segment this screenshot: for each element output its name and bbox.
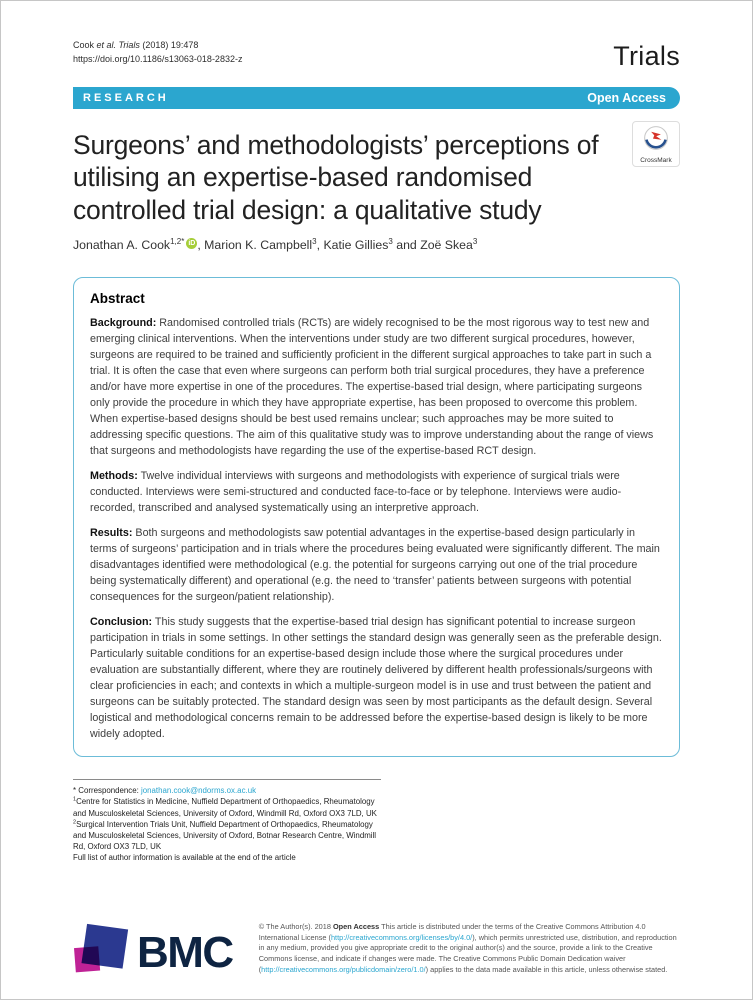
author-3-superscript: 3 <box>388 236 393 246</box>
doi-link[interactable]: https://doi.org/10.1186/s13063-018-2832-z <box>73 53 243 64</box>
correspondence-email-link[interactable]: jonathan.cook@ndorms.ox.ac.uk <box>141 786 257 796</box>
abstract-section-methods <box>90 468 663 516</box>
abstract-section-conclusion <box>90 614 663 742</box>
footnotes <box>73 779 381 862</box>
abstract-heading: Abstract <box>90 290 145 306</box>
affiliation-2: $^2$Surgical Intervention Trials Unit, Nuffield Department of Orthopaedics, Rheumatology and Musculoskeletal Sciences, University of Oxford, Botnar Research Centre, Windmill Rd, Oxford OX3 7LD, UK <box>73 818 377 851</box>
correspondence: * Correspondence: jonathan.cook@ndorms.ox.ac.uk <box>73 786 257 796</box>
open-access-bold: Open Access <box>332 922 380 931</box>
author-1-superscript: 1,2* <box>170 236 185 246</box>
bmc-logo <box>74 922 233 983</box>
citation-line: Cook et al. Trials (2018) 19:478 <box>73 40 199 50</box>
bmc-logo-icon <box>74 922 130 983</box>
section-text: Randomised controlled trials (RCTs) are widely recognised to be the most rigorous way to test new and emerging clinical interventions. When the interventions under study are two different surgical procedures, however, surgeons are required to be trained and sufficiently proficient in the different surgical approaches to take part in such a trial. It is often the case that even where surgeons can perform both trial surgical procedures, they have a preference and/or have more expertise in one of the procedures. The expertise-based trial design, where participating surgeons only provide the procedure in which they have appropriate expertise, has been proposed to overcome this problem. When expertise-based designs should be best used remains unclear; such approaches may be more suited to addressing specific questions. The aim of this qualitative study was to improve understanding about the range of views that surgeons and methodologists have regarding the use of the expertise-based RCT design. <box>90 316 654 458</box>
affiliation-1: $^1$Centre for Statistics in Medicine, Nuffield Department of Orthopaedics, Rheumatology and Musculoskeletal Sciences, University of Oxford, Windmill Rd, Oxford OX3 7LD, UK <box>73 796 377 818</box>
crossmark-badge[interactable] <box>632 121 680 167</box>
author-1: Jonathan A. Cook$^{1,2*}$ <box>73 236 185 252</box>
author-3: , Katie Gillies$^3$ <box>316 236 393 252</box>
section-label: Conclusion: <box>90 616 153 629</box>
license-link[interactable]: http://creativecommons.org/licenses/by/4.0/ <box>330 932 473 942</box>
crossmark-icon <box>643 138 669 155</box>
citation <box>73 39 242 67</box>
author-list <box>73 238 680 252</box>
section-label: Methods: <box>90 470 138 483</box>
section-text: This study suggests that the expertise-based trial design has significant potential to increase surgeon participation in trials in some settings. In other settings the standard design was generally seen as the preferable design. Particularly suitable conditions for an expertise-based design include those where the surgical procedures under evaluation are substantially different, where they are routinely delivered by different health professionals/surgeons with clear proficiencies in each; and contexts in which a multiple-surgeon model is in use and trust between the patient and surgeons can be suitably protected. The standard design was seen by most participants as the default design. Several logistical and methodological concerns remain to be addressed before the expertise-based design is likely to be more widely adopted. <box>90 616 662 741</box>
article-title: Surgeons’ and methodologists’ perceptions of utilising an expertise-based randomised controlled trial design: a qualitative study <box>73 130 599 225</box>
abstract-box <box>73 277 680 757</box>
author-2-superscript: 3 <box>312 236 317 246</box>
research-label: RESEARCH <box>83 92 169 104</box>
waiver-link[interactable]: http://creativecommons.org/publicdomain/zero/1.0/ <box>261 964 426 974</box>
page-footer <box>74 922 679 983</box>
author-4-superscript: 3 <box>472 236 478 246</box>
abstract-section-results <box>90 525 663 605</box>
section-label: Background: <box>90 316 157 329</box>
copyright-text: © The Author(s). 2018 Open Access This article is distributed under the terms of the Creative Commons Attribution 4.0 International License (http://creativecommons.org/licenses/by/4.0/), which permits unrestricted use, distribution, and reproduction in any medium, provided you give appropriate credit to the original author(s) and the source, provide a link to the Creative Commons license, and indicate if changes were made. The Creative Commons Public Domain Dedication waiver (http://creativecommons.org/publicdomain/zero/1.0/) applies to the data made available in this article, unless otherwise stated. <box>258 922 677 974</box>
bmc-logo-text: BMC <box>137 927 233 977</box>
section-label: Results: <box>90 527 133 540</box>
journal-title: Trials <box>613 41 680 71</box>
author-4: and Zoë Skea$^3$ <box>392 236 478 252</box>
section-text: Twelve individual interviews with surgeons and methodologists with experience of surgical trials were conducted. Interviews were semi-structured and conducted face-to-face or by telephone. Interviews were audio-recorded, transcribed and analysed systematically using an interpretive approach. <box>90 470 622 515</box>
open-access-label: Open Access <box>587 91 666 105</box>
section-text: Both surgeons and methodologists saw potential advantages in the expertise-based design particularly in terms of surgeons’ participation and in trials where the procedures being evaluated were significantly different. The main disadvantages identified were methodological (e.g. the potential for surgeons carrying out one of the trial procedure being systematically different) and operational (e.g. the need to ‘transfer’ patients between surgeons with potential consequences for the surgeon/patient relationship). <box>90 527 660 604</box>
page-header <box>73 39 680 72</box>
research-banner <box>73 87 680 109</box>
author-2: , Marion K. Campbell$^3$ <box>197 236 317 252</box>
orcid-icon[interactable]: iD <box>188 239 196 247</box>
abstract-section-background <box>90 315 663 459</box>
crossmark-label: CrossMark <box>640 157 672 164</box>
author-info-note: Full list of author information is available at the end of the article <box>73 852 296 862</box>
title-block <box>73 129 680 252</box>
